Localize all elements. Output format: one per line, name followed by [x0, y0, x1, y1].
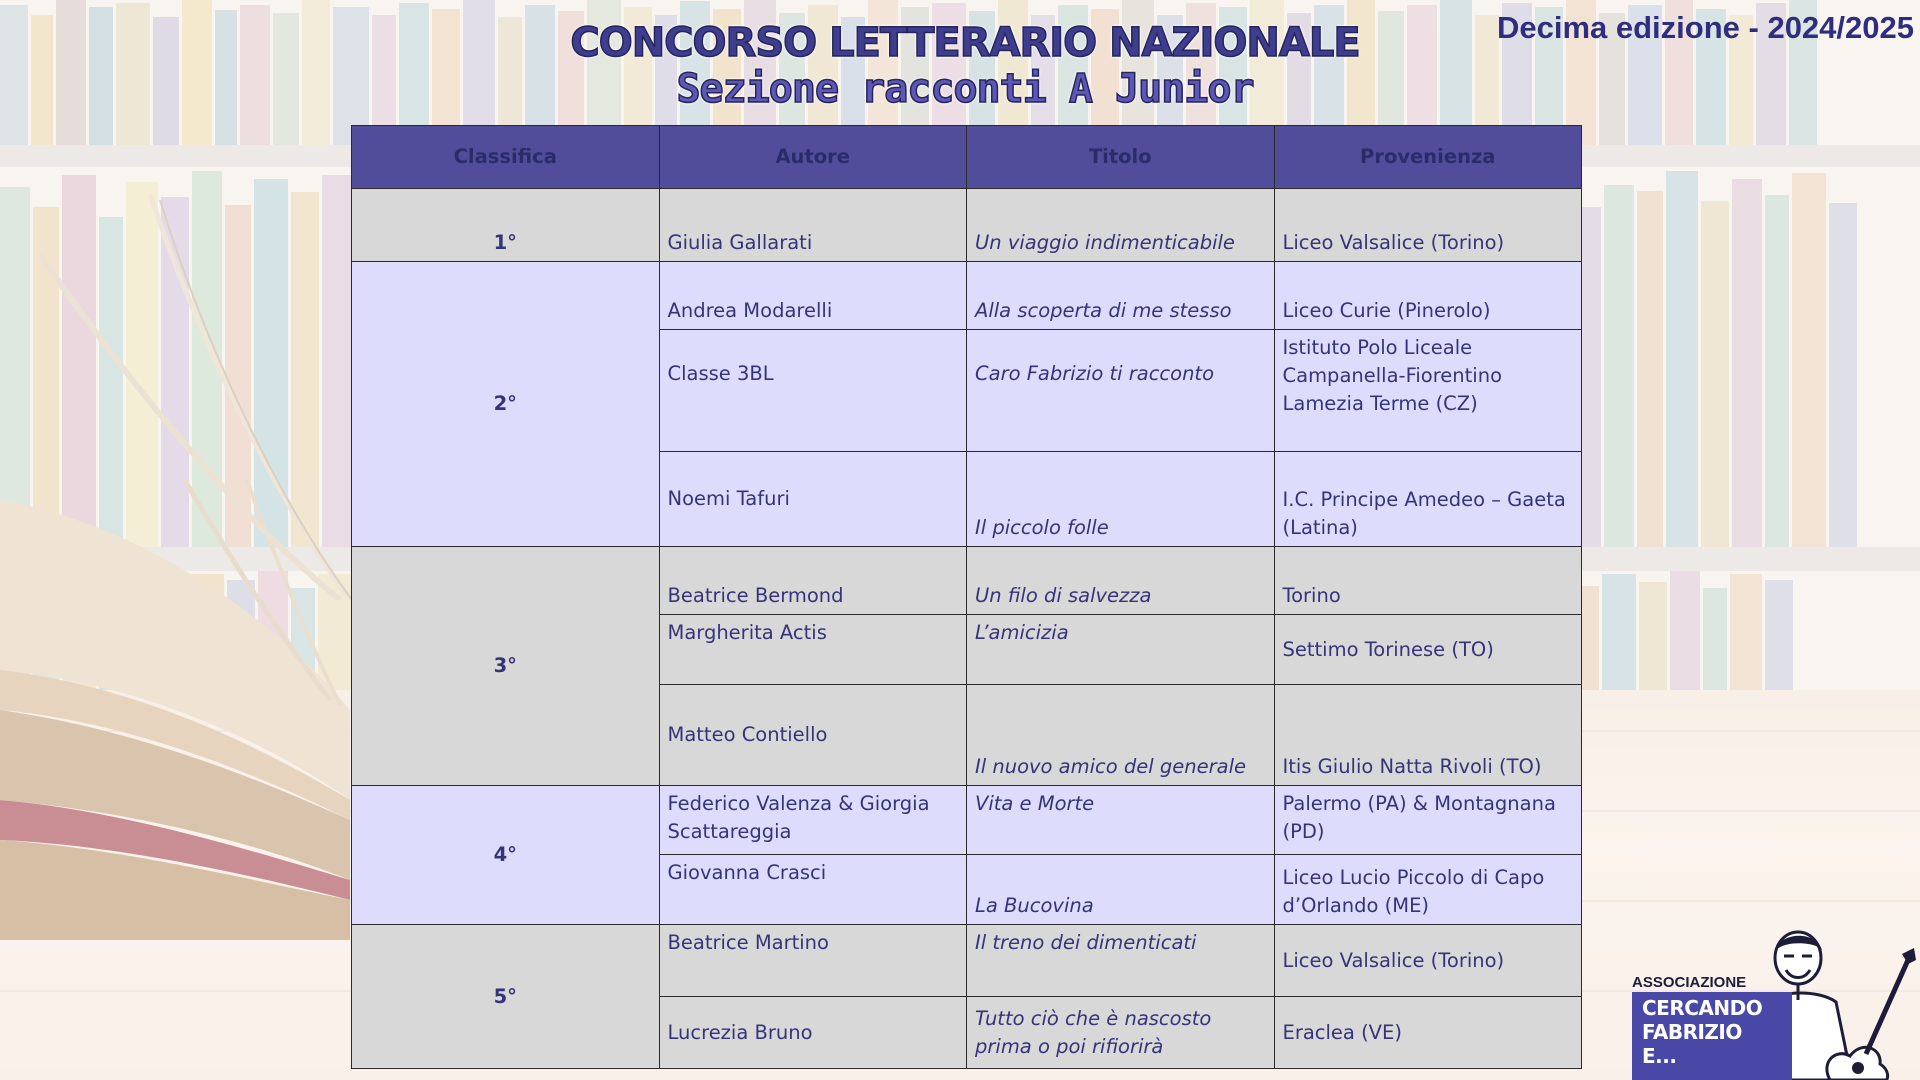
origin-cell: I.C. Principe Amedeo – Gaeta (Latina) — [1274, 452, 1582, 547]
author-cell: Matteo Contiello — [659, 685, 967, 786]
book-page-curl — [0, 180, 360, 600]
origin-cell: Liceo Valsalice (Torino) — [1274, 925, 1582, 997]
origin-cell: Liceo Valsalice (Torino) — [1274, 189, 1582, 262]
title-cell: La Bucovina — [967, 855, 1275, 925]
origin-cell: Itis Giulio Natta Rivoli (TO) — [1274, 685, 1582, 786]
author-cell: Noemi Tafuri — [659, 452, 967, 547]
origin-cell: Liceo Lucio Piccolo di Capo d’Orlando (ME) — [1274, 855, 1582, 925]
origin-cell: Settimo Torinese (TO) — [1274, 615, 1582, 685]
rank-cell: 2° — [352, 262, 660, 547]
rank-cell: 3° — [352, 547, 660, 786]
title-cell: Il piccolo folle — [967, 452, 1275, 547]
title-cell: Tutto ciò che è nascosto prima o poi rifiorirà — [967, 997, 1275, 1069]
column-header-origin: Provenienza — [1274, 126, 1582, 189]
column-header-title: Titolo — [967, 126, 1275, 189]
origin-cell: Palermo (PA) & Montagnana (PD) — [1274, 786, 1582, 855]
table-row — [352, 925, 1582, 997]
column-header-author: Autore — [659, 126, 967, 189]
table-header-row — [352, 126, 1582, 189]
title-cell: Caro Fabrizio ti racconto — [967, 330, 1275, 452]
logo-line-2: FABRIZIO — [1642, 1020, 1742, 1044]
author-cell: Classe 3BL — [659, 330, 967, 452]
author-cell: Andrea Modarelli — [659, 262, 967, 330]
author-cell: Beatrice Bermond — [659, 547, 967, 615]
rank-cell: 1° — [352, 189, 660, 262]
author-cell: Margherita Actis — [659, 615, 967, 685]
edition-label: Decima edizione - 2024/2025 — [1496, 10, 1914, 45]
logo-name-box — [1632, 992, 1792, 1080]
column-header-rank: Classifica — [352, 126, 660, 189]
table-row — [352, 189, 1582, 262]
results-table — [351, 125, 1582, 1069]
origin-cell: Eraclea (VE) — [1274, 997, 1582, 1069]
table-row — [352, 786, 1582, 855]
title-cell: Vita e Morte — [967, 786, 1275, 855]
origin-cell: Torino — [1274, 547, 1582, 615]
origin-cell: Istituto Polo Liceale Campanella-Fiorentino Lamezia Terme (CZ) — [1274, 330, 1582, 452]
author-cell: Giovanna Crasci — [659, 855, 967, 925]
page-subtitle: Sezione racconti A Junior — [676, 66, 1254, 112]
logo-line-1: CERCANDO — [1642, 996, 1763, 1020]
author-cell: Lucrezia Bruno — [659, 997, 967, 1069]
author-cell: Beatrice Martino — [659, 925, 967, 997]
association-logo — [1628, 930, 1920, 1080]
title-cell: Il nuovo amico del generale — [967, 685, 1275, 786]
logo-line-3: E... — [1642, 1044, 1677, 1068]
author-cell: Giulia Gallarati — [659, 189, 967, 262]
rank-cell: 4° — [352, 786, 660, 925]
logo-association-label: ASSOCIAZIONE — [1632, 974, 1747, 991]
rank-cell: 5° — [352, 925, 660, 1069]
author-cell: Federico Valenza & Giorgia Scattareggia — [659, 786, 967, 855]
title-cell: Alla scoperta di me stesso — [967, 262, 1275, 330]
page-title: CONCORSO LETTERARIO NAZIONALE — [570, 20, 1360, 66]
title-cell: L’amicizia — [967, 615, 1275, 685]
table-row — [352, 262, 1582, 330]
title-cell: Un filo di salvezza — [967, 547, 1275, 615]
title-cell: Il treno dei dimenticati — [967, 925, 1275, 997]
origin-cell: Liceo Curie (Pinerolo) — [1274, 262, 1582, 330]
title-cell: Un viaggio indimenticabile — [967, 189, 1275, 262]
table-row — [352, 547, 1582, 615]
